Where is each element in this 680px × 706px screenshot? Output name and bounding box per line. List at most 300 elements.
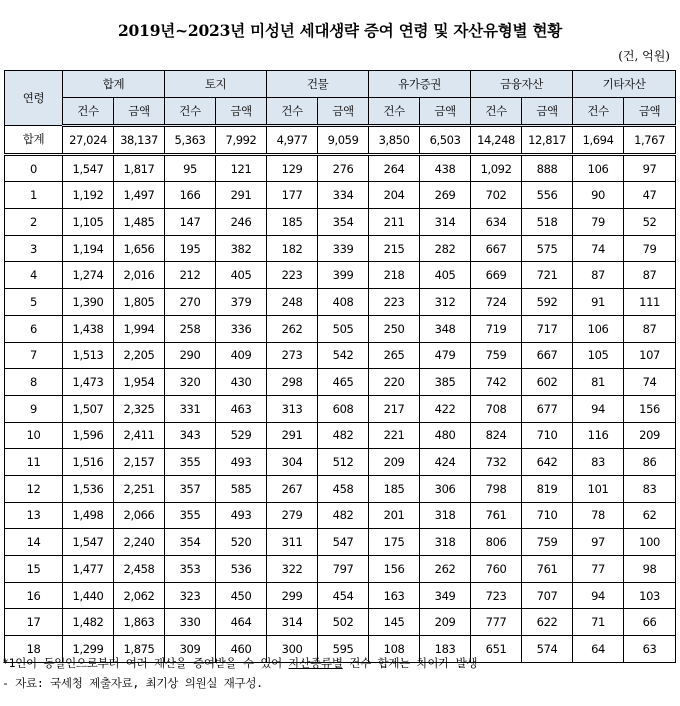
count-cell: 94 xyxy=(573,395,624,422)
amount-cell: 493 xyxy=(216,502,267,529)
count-cell: 71 xyxy=(573,609,624,636)
count-cell: 163 xyxy=(369,582,420,609)
amount-cell: 677 xyxy=(522,395,573,422)
footnote-1-underlined: 자산종류별 xyxy=(288,656,343,670)
count-cell: 299 xyxy=(267,582,318,609)
sub-header-count: 건수 xyxy=(573,98,624,126)
count-cell: 1,390 xyxy=(63,289,114,316)
count-cell: 759 xyxy=(471,342,522,369)
sub-header-amount: 금액 xyxy=(318,98,369,126)
amount-cell: 262 xyxy=(420,556,471,583)
count-cell: 91 xyxy=(573,289,624,316)
amount-cell: 529 xyxy=(216,422,267,449)
count-cell: 3,850 xyxy=(369,126,420,155)
count-cell: 1,299 xyxy=(63,636,114,663)
amount-cell: 574 xyxy=(522,636,573,663)
amount-cell: 183 xyxy=(420,636,471,663)
count-cell: 314 xyxy=(267,609,318,636)
table-row xyxy=(5,449,676,476)
table-row xyxy=(5,315,676,342)
count-cell: 667 xyxy=(471,235,522,262)
count-cell: 177 xyxy=(267,182,318,209)
age-cell: 18 xyxy=(5,636,63,663)
amount-cell: 575 xyxy=(522,235,573,262)
amount-cell: 482 xyxy=(318,422,369,449)
sub-header-amount: 금액 xyxy=(114,98,165,126)
amount-cell: 622 xyxy=(522,609,573,636)
count-cell: 355 xyxy=(165,449,216,476)
amount-cell: 717 xyxy=(522,315,573,342)
amount-cell: 107 xyxy=(624,342,676,369)
amount-cell: 556 xyxy=(522,182,573,209)
count-cell: 105 xyxy=(573,342,624,369)
amount-cell: 269 xyxy=(420,182,471,209)
amount-cell: 409 xyxy=(216,342,267,369)
amount-cell: 156 xyxy=(624,395,676,422)
amount-cell: 602 xyxy=(522,369,573,396)
amount-cell: 759 xyxy=(522,529,573,556)
amount-cell: 336 xyxy=(216,315,267,342)
amount-cell: 2,240 xyxy=(114,529,165,556)
amount-cell: 121 xyxy=(216,154,267,182)
amount-cell: 454 xyxy=(318,582,369,609)
amount-cell: 458 xyxy=(318,475,369,502)
count-cell: 27,024 xyxy=(63,126,114,155)
amount-cell: 592 xyxy=(522,289,573,316)
amount-cell: 888 xyxy=(522,154,573,182)
amount-cell: 2,157 xyxy=(114,449,165,476)
count-cell: 1,192 xyxy=(63,182,114,209)
count-cell: 1,516 xyxy=(63,449,114,476)
table-row-total xyxy=(5,126,676,155)
count-cell: 330 xyxy=(165,609,216,636)
amount-cell: 608 xyxy=(318,395,369,422)
amount-cell: 2,325 xyxy=(114,395,165,422)
count-cell: 634 xyxy=(471,209,522,236)
count-cell: 262 xyxy=(267,315,318,342)
amount-cell: 2,016 xyxy=(114,262,165,289)
count-cell: 724 xyxy=(471,289,522,316)
amount-cell: 79 xyxy=(624,235,676,262)
amount-cell: 209 xyxy=(624,422,676,449)
amount-cell: 482 xyxy=(318,502,369,529)
count-cell: 14,248 xyxy=(471,126,522,155)
amount-cell: 87 xyxy=(624,315,676,342)
amount-cell: 464 xyxy=(216,609,267,636)
amount-cell: 354 xyxy=(318,209,369,236)
count-cell: 1,092 xyxy=(471,154,522,182)
count-cell: 218 xyxy=(369,262,420,289)
amount-cell: 1,863 xyxy=(114,609,165,636)
amount-cell: 707 xyxy=(522,582,573,609)
amount-cell: 382 xyxy=(216,235,267,262)
count-cell: 185 xyxy=(369,475,420,502)
group-header-land: 토지 xyxy=(165,71,267,98)
count-cell: 211 xyxy=(369,209,420,236)
age-cell: 9 xyxy=(5,395,63,422)
sub-header-amount: 금액 xyxy=(624,98,676,126)
amount-cell: 83 xyxy=(624,475,676,502)
amount-cell: 465 xyxy=(318,369,369,396)
age-cell: 1 xyxy=(5,182,63,209)
amount-cell: 103 xyxy=(624,582,676,609)
count-cell: 223 xyxy=(267,262,318,289)
amount-cell: 2,458 xyxy=(114,556,165,583)
count-cell: 279 xyxy=(267,502,318,529)
count-cell: 94 xyxy=(573,582,624,609)
count-cell: 291 xyxy=(267,422,318,449)
amount-cell: 379 xyxy=(216,289,267,316)
amount-cell: 47 xyxy=(624,182,676,209)
amount-cell: 2,066 xyxy=(114,502,165,529)
count-cell: 95 xyxy=(165,154,216,182)
group-header-securities: 유가증권 xyxy=(369,71,471,98)
age-cell: 12 xyxy=(5,475,63,502)
amount-cell: 512 xyxy=(318,449,369,476)
amount-cell: 100 xyxy=(624,529,676,556)
age-cell: 17 xyxy=(5,609,63,636)
count-cell: 267 xyxy=(267,475,318,502)
age-cell: 3 xyxy=(5,235,63,262)
amount-cell: 6,503 xyxy=(420,126,471,155)
count-cell: 5,363 xyxy=(165,126,216,155)
count-cell: 1,507 xyxy=(63,395,114,422)
table-row xyxy=(5,289,676,316)
count-cell: 798 xyxy=(471,475,522,502)
amount-cell: 98 xyxy=(624,556,676,583)
count-cell: 106 xyxy=(573,154,624,182)
count-cell: 806 xyxy=(471,529,522,556)
count-cell: 309 xyxy=(165,636,216,663)
group-header-building: 건물 xyxy=(267,71,369,98)
count-cell: 304 xyxy=(267,449,318,476)
amount-cell: 399 xyxy=(318,262,369,289)
group-header-total: 합계 xyxy=(63,71,165,98)
count-cell: 4,977 xyxy=(267,126,318,155)
amount-cell: 797 xyxy=(318,556,369,583)
age-cell: 13 xyxy=(5,502,63,529)
amount-cell: 463 xyxy=(216,395,267,422)
amount-cell: 479 xyxy=(420,342,471,369)
count-cell: 185 xyxy=(267,209,318,236)
table-row xyxy=(5,262,676,289)
table-row xyxy=(5,422,676,449)
count-cell: 1,274 xyxy=(63,262,114,289)
amount-cell: 349 xyxy=(420,582,471,609)
amount-cell: 1,817 xyxy=(114,154,165,182)
amount-cell: 424 xyxy=(420,449,471,476)
amount-cell: 1,805 xyxy=(114,289,165,316)
amount-cell: 63 xyxy=(624,636,676,663)
amount-cell: 276 xyxy=(318,154,369,182)
count-cell: 87 xyxy=(573,262,624,289)
amount-cell: 74 xyxy=(624,369,676,396)
count-cell: 166 xyxy=(165,182,216,209)
count-cell: 311 xyxy=(267,529,318,556)
count-cell: 742 xyxy=(471,369,522,396)
count-cell: 1,536 xyxy=(63,475,114,502)
amount-cell: 87 xyxy=(624,262,676,289)
sub-header-count: 건수 xyxy=(165,98,216,126)
group-header-financial: 금융자산 xyxy=(471,71,573,98)
amount-cell: 246 xyxy=(216,209,267,236)
count-cell: 209 xyxy=(369,449,420,476)
count-cell: 248 xyxy=(267,289,318,316)
count-cell: 270 xyxy=(165,289,216,316)
count-cell: 1,440 xyxy=(63,582,114,609)
age-cell: 16 xyxy=(5,582,63,609)
count-cell: 106 xyxy=(573,315,624,342)
sub-header-amount: 금액 xyxy=(522,98,573,126)
count-cell: 201 xyxy=(369,502,420,529)
age-cell: 15 xyxy=(5,556,63,583)
sub-header-count: 건수 xyxy=(369,98,420,126)
count-cell: 732 xyxy=(471,449,522,476)
count-cell: 298 xyxy=(267,369,318,396)
table-row xyxy=(5,342,676,369)
count-cell: 147 xyxy=(165,209,216,236)
amount-cell: 12,817 xyxy=(522,126,573,155)
row-header-age: 연령 xyxy=(5,71,63,126)
table-row xyxy=(5,529,676,556)
amount-cell: 209 xyxy=(420,609,471,636)
age-cell: 10 xyxy=(5,422,63,449)
amount-cell: 819 xyxy=(522,475,573,502)
group-header-row xyxy=(5,71,676,98)
age-cell: 6 xyxy=(5,315,63,342)
amount-cell: 542 xyxy=(318,342,369,369)
count-cell: 129 xyxy=(267,154,318,182)
footnote-1 xyxy=(2,655,477,671)
count-cell: 1,477 xyxy=(63,556,114,583)
age-cell: 11 xyxy=(5,449,63,476)
amount-cell: 502 xyxy=(318,609,369,636)
amount-cell: 547 xyxy=(318,529,369,556)
amount-cell: 291 xyxy=(216,182,267,209)
count-cell: 182 xyxy=(267,235,318,262)
amount-cell: 1,994 xyxy=(114,315,165,342)
count-cell: 651 xyxy=(471,636,522,663)
count-cell: 355 xyxy=(165,502,216,529)
count-cell: 1,194 xyxy=(63,235,114,262)
footnote-1-text-a: *1인이 동일인으로부터 여러 재산을 증여받을 수 있어 xyxy=(2,656,289,670)
count-cell: 777 xyxy=(471,609,522,636)
table-row xyxy=(5,556,676,583)
amount-cell: 2,411 xyxy=(114,422,165,449)
count-cell: 323 xyxy=(165,582,216,609)
amount-cell: 450 xyxy=(216,582,267,609)
count-cell: 77 xyxy=(573,556,624,583)
count-cell: 1,694 xyxy=(573,126,624,155)
sub-header-amount: 금액 xyxy=(216,98,267,126)
amount-cell: 38,137 xyxy=(114,126,165,155)
age-cell: 7 xyxy=(5,342,63,369)
amount-cell: 312 xyxy=(420,289,471,316)
count-cell: 101 xyxy=(573,475,624,502)
age-cell: 0 xyxy=(5,154,63,182)
count-cell: 204 xyxy=(369,182,420,209)
amount-cell: 1,954 xyxy=(114,369,165,396)
amount-cell: 1,875 xyxy=(114,636,165,663)
count-cell: 221 xyxy=(369,422,420,449)
amount-cell: 710 xyxy=(522,502,573,529)
count-cell: 723 xyxy=(471,582,522,609)
count-cell: 145 xyxy=(369,609,420,636)
amount-cell: 2,205 xyxy=(114,342,165,369)
count-cell: 81 xyxy=(573,369,624,396)
count-cell: 354 xyxy=(165,529,216,556)
page-title: 2019년~2023년 미성년 세대생략 증여 연령 및 자산유형별 현황 xyxy=(117,21,563,40)
count-cell: 300 xyxy=(267,636,318,663)
amount-cell: 405 xyxy=(216,262,267,289)
count-cell: 156 xyxy=(369,556,420,583)
amount-cell: 318 xyxy=(420,529,471,556)
count-cell: 322 xyxy=(267,556,318,583)
table-row xyxy=(5,582,676,609)
amount-cell: 595 xyxy=(318,636,369,663)
amount-cell: 318 xyxy=(420,502,471,529)
footnote-1-text-b: 건수 합계는 차이가 발생 xyxy=(342,656,478,670)
age-cell: 5 xyxy=(5,289,63,316)
amount-cell: 2,062 xyxy=(114,582,165,609)
count-cell: 320 xyxy=(165,369,216,396)
amount-cell: 761 xyxy=(522,556,573,583)
amount-cell: 7,992 xyxy=(216,126,267,155)
sub-header-count: 건수 xyxy=(63,98,114,126)
count-cell: 669 xyxy=(471,262,522,289)
count-cell: 212 xyxy=(165,262,216,289)
amount-cell: 1,497 xyxy=(114,182,165,209)
amount-cell: 282 xyxy=(420,235,471,262)
count-cell: 824 xyxy=(471,422,522,449)
count-cell: 1,105 xyxy=(63,209,114,236)
count-cell: 290 xyxy=(165,342,216,369)
sub-header-row xyxy=(5,98,676,126)
amount-cell: 2,251 xyxy=(114,475,165,502)
count-cell: 708 xyxy=(471,395,522,422)
age-cell: 2 xyxy=(5,209,63,236)
amount-cell: 422 xyxy=(420,395,471,422)
table-row xyxy=(5,609,676,636)
sub-header-count: 건수 xyxy=(471,98,522,126)
amount-cell: 385 xyxy=(420,369,471,396)
count-cell: 1,438 xyxy=(63,315,114,342)
amount-cell: 348 xyxy=(420,315,471,342)
unit-label: (건, 억원) xyxy=(618,49,670,63)
source-note: - 자료: 국세청 제출자료, 최기상 의원실 재구성. xyxy=(2,676,263,690)
amount-cell: 710 xyxy=(522,422,573,449)
count-cell: 313 xyxy=(267,395,318,422)
count-cell: 78 xyxy=(573,502,624,529)
count-cell: 331 xyxy=(165,395,216,422)
count-cell: 108 xyxy=(369,636,420,663)
amount-cell: 505 xyxy=(318,315,369,342)
count-cell: 1,547 xyxy=(63,529,114,556)
count-cell: 1,498 xyxy=(63,502,114,529)
count-cell: 343 xyxy=(165,422,216,449)
amount-cell: 314 xyxy=(420,209,471,236)
group-header-other: 기타자산 xyxy=(573,71,676,98)
count-cell: 353 xyxy=(165,556,216,583)
amount-cell: 518 xyxy=(522,209,573,236)
sub-header-count: 건수 xyxy=(267,98,318,126)
count-cell: 195 xyxy=(165,235,216,262)
table-row xyxy=(5,154,676,182)
table-row xyxy=(5,209,676,236)
table-row xyxy=(5,182,676,209)
table-row xyxy=(5,395,676,422)
count-cell: 116 xyxy=(573,422,624,449)
amount-cell: 480 xyxy=(420,422,471,449)
count-cell: 1,473 xyxy=(63,369,114,396)
count-cell: 1,513 xyxy=(63,342,114,369)
table-row xyxy=(5,502,676,529)
amount-cell: 408 xyxy=(318,289,369,316)
amount-cell: 585 xyxy=(216,475,267,502)
count-cell: 719 xyxy=(471,315,522,342)
count-cell: 64 xyxy=(573,636,624,663)
count-cell: 74 xyxy=(573,235,624,262)
count-cell: 357 xyxy=(165,475,216,502)
amount-cell: 721 xyxy=(522,262,573,289)
age-cell: 14 xyxy=(5,529,63,556)
count-cell: 702 xyxy=(471,182,522,209)
amount-cell: 493 xyxy=(216,449,267,476)
amount-cell: 97 xyxy=(624,154,676,182)
count-cell: 215 xyxy=(369,235,420,262)
count-cell: 83 xyxy=(573,449,624,476)
count-cell: 1,547 xyxy=(63,154,114,182)
count-cell: 250 xyxy=(369,315,420,342)
age-cell: 8 xyxy=(5,369,63,396)
count-cell: 97 xyxy=(573,529,624,556)
amount-cell: 339 xyxy=(318,235,369,262)
amount-cell: 1,767 xyxy=(624,126,676,155)
count-cell: 79 xyxy=(573,209,624,236)
count-cell: 217 xyxy=(369,395,420,422)
amount-cell: 667 xyxy=(522,342,573,369)
amount-cell: 9,059 xyxy=(318,126,369,155)
count-cell: 761 xyxy=(471,502,522,529)
amount-cell: 430 xyxy=(216,369,267,396)
amount-cell: 1,485 xyxy=(114,209,165,236)
count-cell: 175 xyxy=(369,529,420,556)
data-table xyxy=(4,70,676,663)
age-cell: 합계 xyxy=(5,126,63,155)
count-cell: 273 xyxy=(267,342,318,369)
amount-cell: 438 xyxy=(420,154,471,182)
amount-cell: 1,656 xyxy=(114,235,165,262)
amount-cell: 66 xyxy=(624,609,676,636)
count-cell: 90 xyxy=(573,182,624,209)
amount-cell: 460 xyxy=(216,636,267,663)
amount-cell: 111 xyxy=(624,289,676,316)
count-cell: 1,596 xyxy=(63,422,114,449)
count-cell: 1,482 xyxy=(63,609,114,636)
count-cell: 264 xyxy=(369,154,420,182)
amount-cell: 86 xyxy=(624,449,676,476)
count-cell: 760 xyxy=(471,556,522,583)
table-row xyxy=(5,235,676,262)
amount-cell: 52 xyxy=(624,209,676,236)
amount-cell: 642 xyxy=(522,449,573,476)
count-cell: 223 xyxy=(369,289,420,316)
table-row xyxy=(5,369,676,396)
amount-cell: 520 xyxy=(216,529,267,556)
amount-cell: 62 xyxy=(624,502,676,529)
amount-cell: 405 xyxy=(420,262,471,289)
amount-cell: 306 xyxy=(420,475,471,502)
